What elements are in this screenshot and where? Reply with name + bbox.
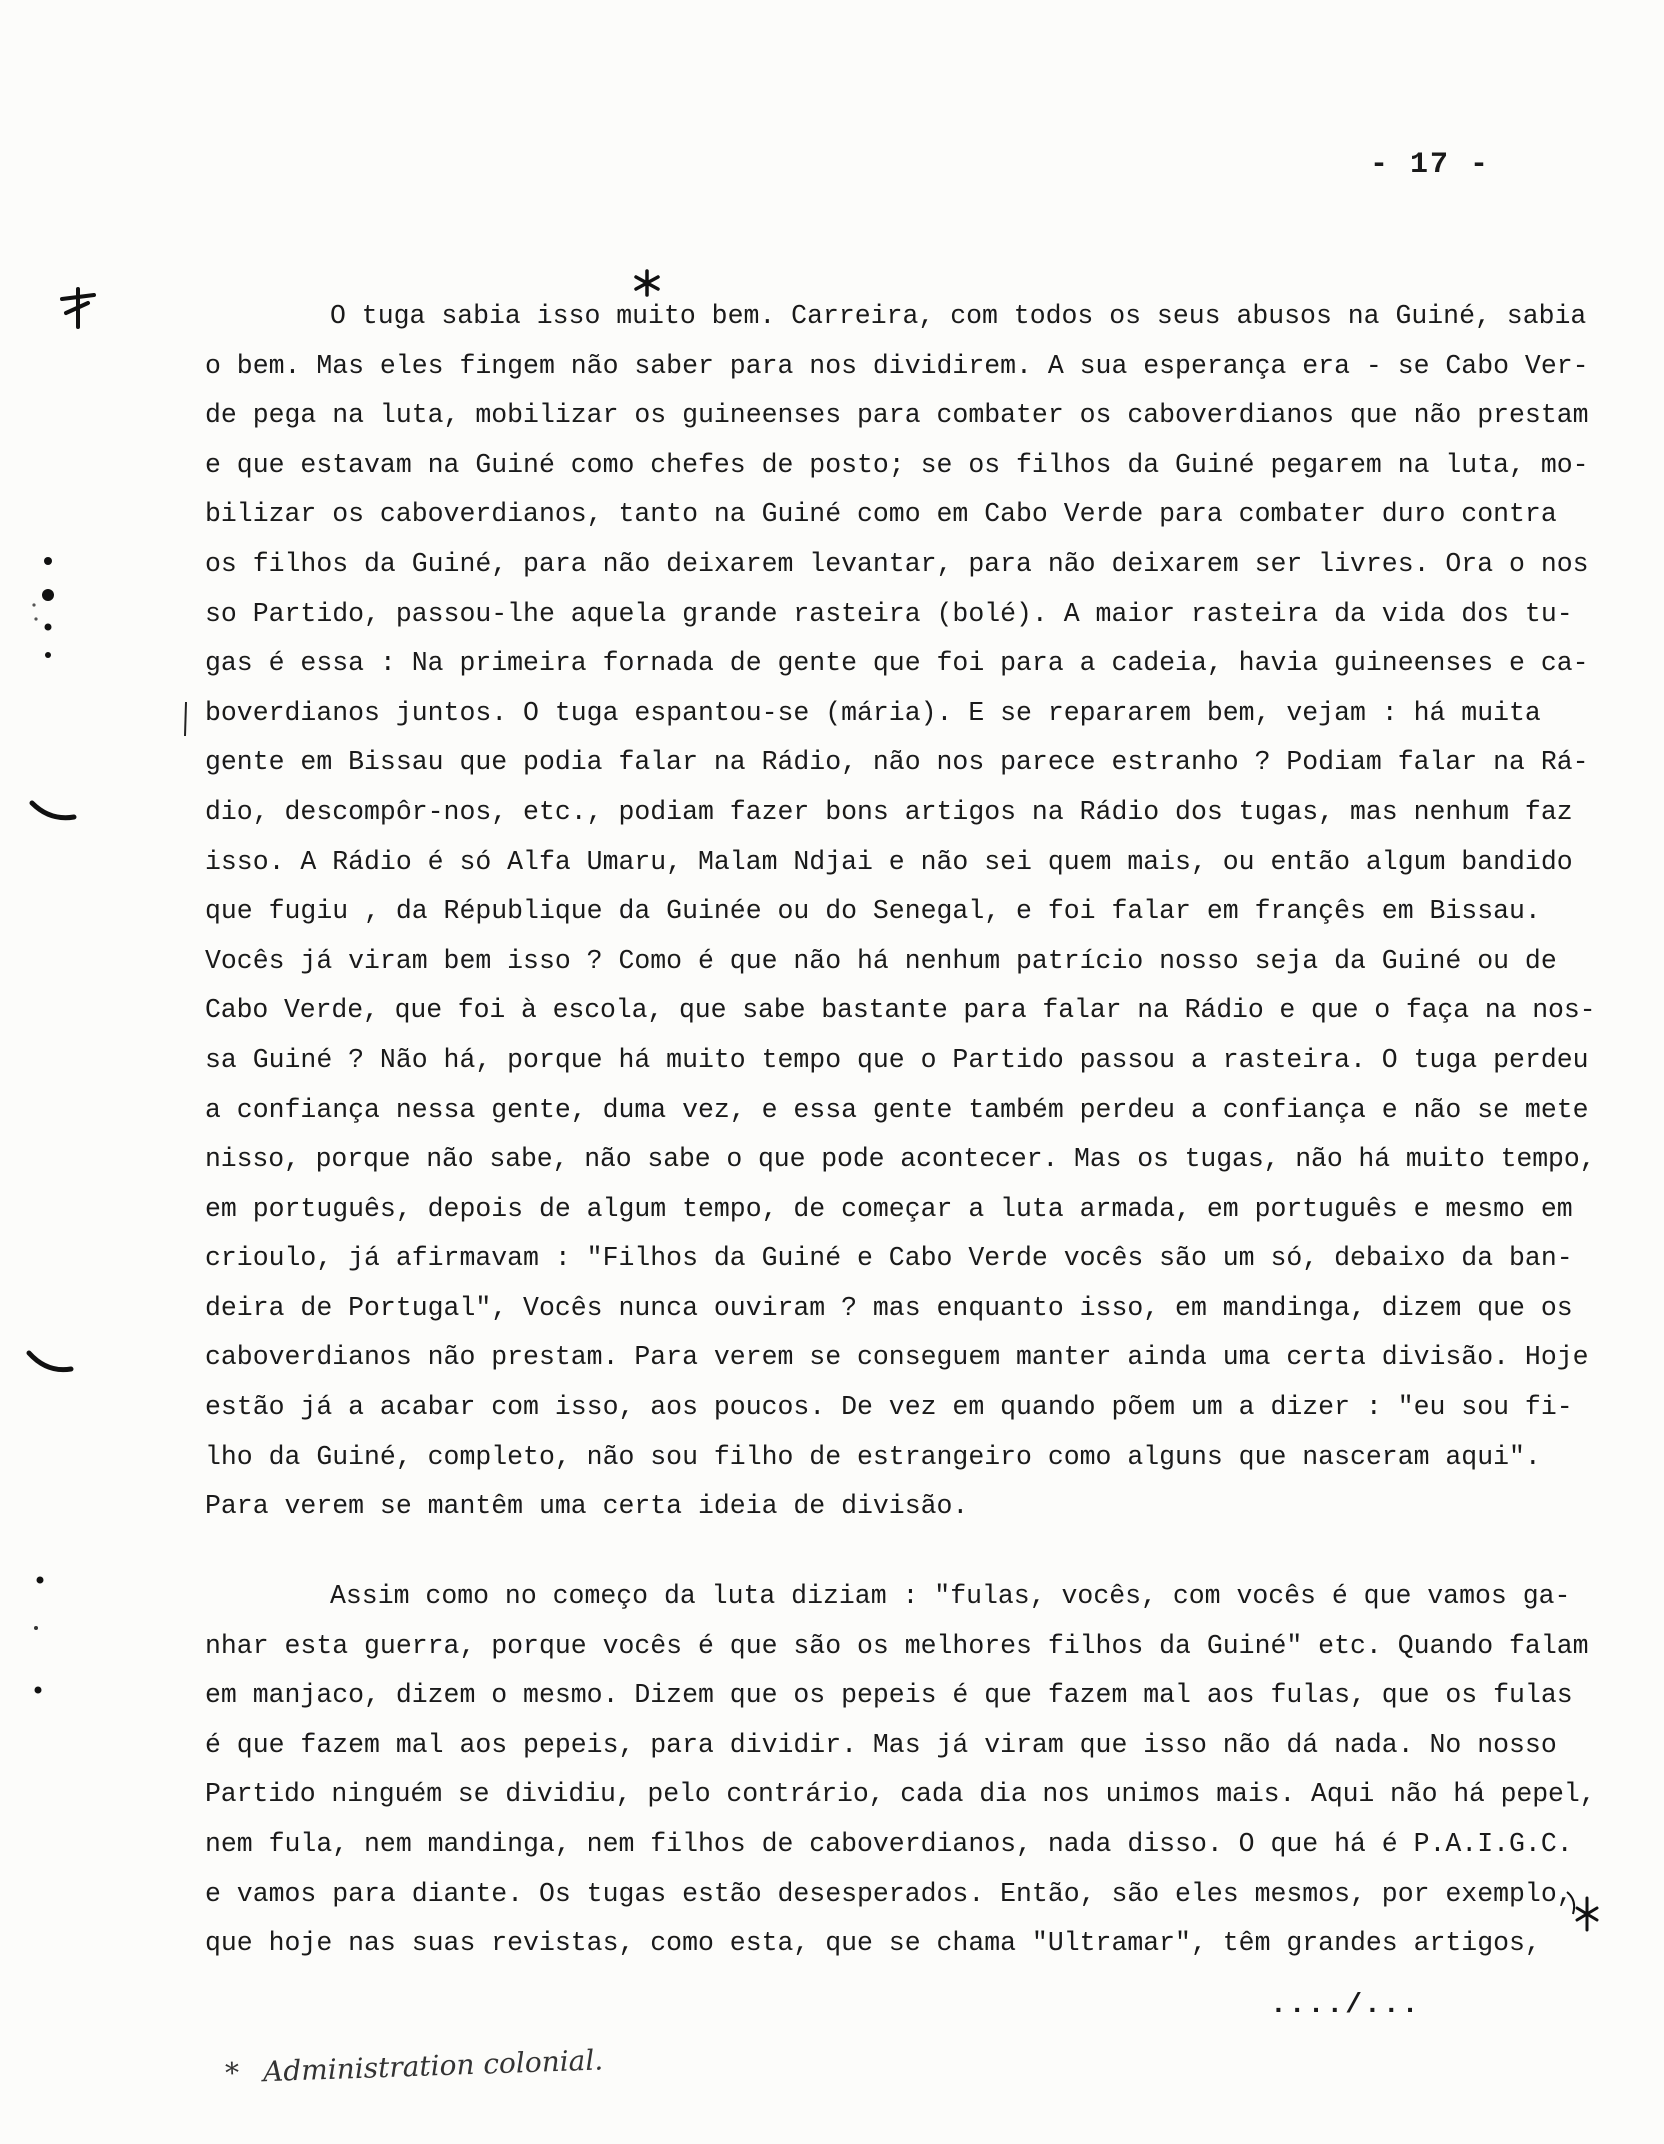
text-line: O tuga sabia isso muito bem. Carreira, com todos os seus abusos na Guiné, sabia bbox=[330, 301, 1587, 331]
text-line: lho da Guiné, completo, não sou filho de estrangeiro como alguns que nasceram aqui". bbox=[205, 1441, 1541, 1472]
footnote-text: Administration colonial. bbox=[262, 2043, 604, 2089]
text-line: bilizar os caboverdianos, tanto na Guiné como em Cabo Verde para combater duro contra bbox=[205, 499, 1557, 530]
paragraph-1 bbox=[205, 292, 1595, 1532]
text-line: Cabo Verde, que foi à escola, que sabe bastante para falar na Rádio e que o faça na nos- bbox=[205, 995, 1596, 1026]
text-line: isso. A Rádio é só Alfa Umaru, Malam Ndjai e não sei quem mais, ou então algum bandido bbox=[205, 846, 1573, 877]
text-line: Assim como no começo da luta diziam : "fulas, vocês, com vocês é que vamos ga- bbox=[330, 1581, 1571, 1611]
margin-bracket-mark-2 bbox=[25, 1345, 75, 1381]
text-line: nem fula, nem mandinga, nem filhos de caboverdianos, nada disso. O que há é P.A.I.G.C. bbox=[205, 1828, 1573, 1859]
text-line: Vocês já viram bem isso ? Como é que não há nenhum patrício nosso seja da Guiné ou de bbox=[205, 945, 1557, 976]
margin-tick-mark bbox=[180, 700, 192, 740]
margin-bracket-mark-1 bbox=[28, 795, 78, 831]
margin-dot-mark bbox=[30, 1570, 50, 1590]
text-line: Para verem se mantêm uma certa ideia de divisão. bbox=[205, 1491, 969, 1522]
handwritten-footnote bbox=[225, 2043, 604, 2089]
asterisk-margin-mark-top bbox=[58, 285, 98, 331]
text-line: so Partido, passou-lhe aquela grande rasteira (bolé). A maior rasteira da vida dos tu- bbox=[205, 598, 1573, 629]
text-line: gente em Bissau que podia falar na Rádio, não nos parece estranho ? Podiam falar na Rá- bbox=[205, 747, 1589, 778]
margin-dot-mark-lower bbox=[28, 1620, 48, 1700]
text-line: em português, depois de algum tempo, de começar a luta armada, em português e mesmo em bbox=[205, 1193, 1573, 1224]
text-line: boverdianos juntos. O tuga espantou-se (mária). E se repararem bem, vejam : há muita bbox=[205, 697, 1541, 728]
text-line: estão já a acabar com isso, aos poucos. De vez em quando põem um a dizer : "eu sou fi- bbox=[205, 1392, 1573, 1423]
text-line: nisso, porque não sabe, não sabe o que pode acontecer. Mas os tugas, não há muito tempo, bbox=[205, 1144, 1596, 1175]
text-line: e vamos para diante. Os tugas estão desesperados. Então, são eles mesmos, por exemplo, bbox=[205, 1878, 1573, 1909]
page-number: - 17 - bbox=[1370, 148, 1491, 182]
text-line: dio, descompôr-nos, etc., podiam fazer bons artigos na Rádio dos tugas, mas nenhum faz bbox=[205, 796, 1573, 827]
text-line: deira de Portugal", Vocês nunca ouviram ? mas enquanto isso, em mandinga, dizem que os bbox=[205, 1292, 1573, 1323]
text-line: e que estavam na Guiné como chefes de posto; se os filhos da Guiné pegarem na luta, mo- bbox=[205, 449, 1589, 480]
text-line: em manjaco, dizem o mesmo. Dizem que os pepeis é que fazem mal aos fulas, que os fulas bbox=[205, 1680, 1573, 1711]
text-line: gas é essa : Na primeira fornada de gente que foi para a cadeia, havia guineenses e ca- bbox=[205, 648, 1589, 679]
text-line: que hoje nas suas revistas, como esta, que se chama "Ultramar", têm grandes artigos, bbox=[205, 1928, 1541, 1959]
text-line: caboverdianos não prestam. Para verem se conseguem manter ainda uma certa divisão. Hoje bbox=[205, 1342, 1589, 1373]
paragraph-2 bbox=[205, 1572, 1595, 1969]
text-line: de pega na luta, mobilizar os guineenses para combater os caboverdianos que não prestam bbox=[205, 400, 1589, 431]
text-line: a confiança nessa gente, duma vez, e essa gente também perdeu a confiança e não se mete bbox=[205, 1094, 1589, 1125]
text-line: é que fazem mal aos pepeis, para dividir. Mas já viram que isso não dá nada. No nosso bbox=[205, 1729, 1557, 1760]
continuation-marker: ..../... bbox=[1270, 1990, 1421, 2021]
text-line: Partido ninguém se dividiu, pelo contrário, cada dia nos unimos mais. Aqui não há pepel, bbox=[205, 1779, 1596, 1810]
text-line: que fugiu , da République da Guinée ou do Senegal, e foi falar em françês em Bissau. bbox=[205, 896, 1541, 927]
text-line: nhar esta guerra, porque vocês é que são os melhores filhos da Guiné" etc. Quando falam bbox=[205, 1630, 1589, 1661]
footnote-asterisk: * bbox=[224, 2056, 240, 2090]
text-line: o bem. Mas eles fingem não saber para nos dividirem. A sua esperança era - se Cabo Ver- bbox=[205, 350, 1589, 381]
text-line: crioulo, já afirmavam : "Filhos da Guiné e Cabo Verde vocês são um só, debaixo da ban- bbox=[205, 1243, 1573, 1274]
margin-dots-mark bbox=[30, 555, 60, 665]
text-line: sa Guiné ? Não há, porque há muito tempo que o Partido passou a rasteira. O tuga perdeu bbox=[205, 1044, 1589, 1075]
text-line: os filhos da Guiné, para não deixarem levantar, para não deixarem ser livres. Ora o nos bbox=[205, 548, 1589, 579]
